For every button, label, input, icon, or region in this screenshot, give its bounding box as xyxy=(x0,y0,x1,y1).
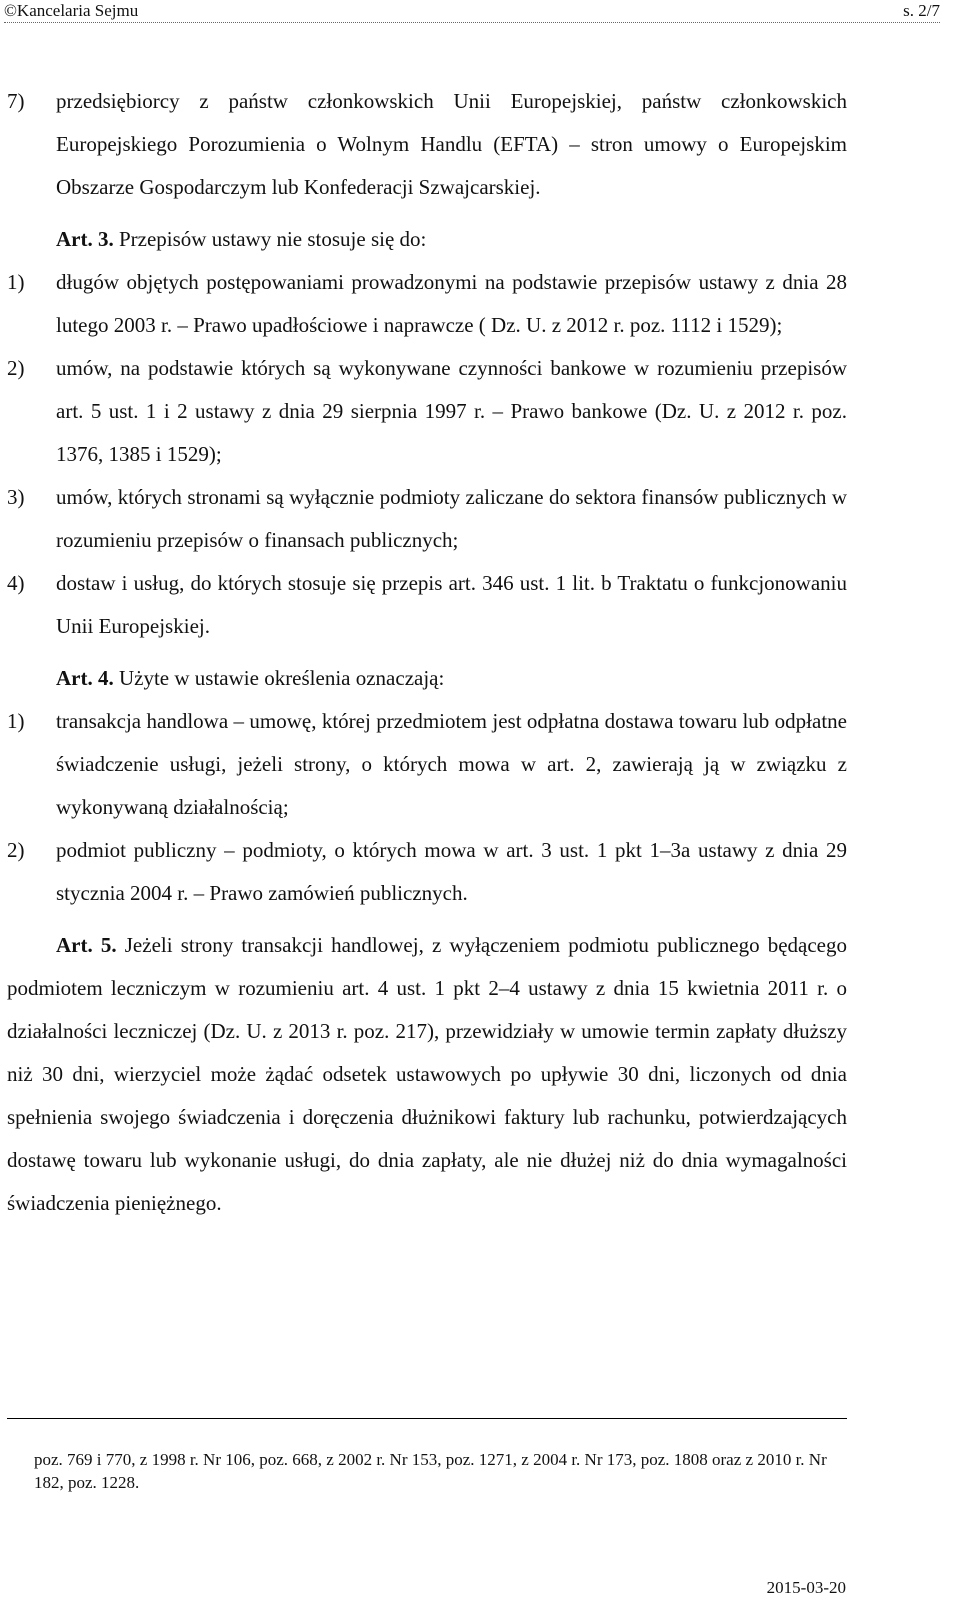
article-text: Jeżeli strony transakcji handlowej, z wyłączeniem podmiotu publicznego będącego podmiotem leczniczym w rozumieniu art. 4 ust. 1 pkt 2–4 ustawy z dnia 15 kwietnia 2011 r. o działalności leczniczej (Dz. U. z 2013 r. poz. 217), przewidziały w umowie termin zapłaty dłuższy niż 30 dni, wierzyciel może żądać odsetek ustawowych po upływie 30 dni, liczonych od dnia spełnienia swojego świadczenia i doręczenia dłużnikowi faktury lub rachunku, potwierdzających dostawę towaru lub wykonanie usługi, do dnia zapłaty, ale nie dłużej niż do dnia wymagalności świadczenia pieniężnego. xyxy=(7,933,847,1215)
item-number: 1) xyxy=(7,709,25,733)
item-number: 3) xyxy=(7,485,25,509)
list-item xyxy=(7,700,847,829)
item-text: przedsiębiorcy z państw członkowskich Unii Europejskiej, państw członkowskich Europejskiego Porozumienia o Wolnym Handlu (EFTA) – stron umowy o Europejskim Obszarze Gospodarczym lub Konfederacji Szwajcarskiej. xyxy=(56,89,847,199)
item-text: transakcja handlowa – umowę, której przedmiotem jest odpłatna dostawa towaru lub odpłatne świadczenie usługi, jeżeli strony, o których mowa w art. 2, zawierają ją w związku z wykonywaną działalnością; xyxy=(56,709,847,819)
footnote-divider xyxy=(7,1418,847,1419)
item-text: umów, na podstawie których są wykonywane czynności bankowe w rozumieniu przepisów art. 5 ust. 1 i 2 ustawy z dnia 29 sierpnia 1997 r. – Prawo bankowe (Dz. U. z 2012 r. poz. 1376, 1385 i 1529); xyxy=(56,356,847,466)
article-intro: Użyte w ustawie określenia oznaczają: xyxy=(113,666,445,690)
article-5-paragraph xyxy=(7,924,847,1225)
page-number: s. 2/7 xyxy=(903,1,940,20)
list-item xyxy=(7,80,847,209)
item-number: 2) xyxy=(7,838,25,862)
list-item xyxy=(7,347,847,476)
article-label: Art. 4. xyxy=(56,666,114,690)
header-divider xyxy=(4,22,940,23)
copyright-label: ©Kancelaria Sejmu xyxy=(4,1,139,20)
list-item xyxy=(7,829,847,915)
article-intro: Przepisów ustawy nie stosuje się do: xyxy=(113,227,427,251)
item-text: długów objętych postępowaniami prowadzonymi na podstawie przepisów ustawy z dnia 28 lutego 2003 r. – Prawo upadłościowe i naprawcze ( Dz. U. z 2012 r. poz. 1112 i 1529); xyxy=(56,270,847,337)
document-body xyxy=(7,80,847,1225)
list-item xyxy=(7,261,847,347)
document-date: 2015-03-20 xyxy=(766,1578,846,1597)
list-item xyxy=(7,562,847,648)
article-label: Art. 5. xyxy=(56,933,117,957)
item-text: dostaw i usług, do których stosuje się przepis art. 346 ust. 1 lit. b Traktatu o funkcjonowaniu Unii Europejskiej. xyxy=(56,571,847,638)
footnote-text: poz. 769 i 770, z 1998 r. Nr 106, poz. 668, z 2002 r. Nr 153, poz. 1271, z 2004 r. Nr 173, poz. 1808 oraz z 2010 r. Nr 182, poz. 1228. xyxy=(34,1450,827,1492)
article-label: Art. 3. xyxy=(56,227,114,251)
item-number: 7) xyxy=(7,89,25,113)
item-number: 4) xyxy=(7,571,25,595)
article-3-heading xyxy=(7,218,847,261)
item-number: 1) xyxy=(7,270,25,294)
article-4-heading xyxy=(7,657,847,700)
list-item xyxy=(7,476,847,562)
item-text: umów, których stronami są wyłącznie podmioty zaliczane do sektora finansów publicznych w rozumieniu przepisów o finansach publicznych; xyxy=(56,485,847,552)
item-number: 2) xyxy=(7,356,25,380)
page-header xyxy=(0,0,960,24)
item-text: podmiot publiczny – podmioty, o których mowa w art. 3 ust. 1 pkt 1–3a ustawy z dnia 29 stycznia 2004 r. – Prawo zamówień publicznych. xyxy=(56,838,847,905)
